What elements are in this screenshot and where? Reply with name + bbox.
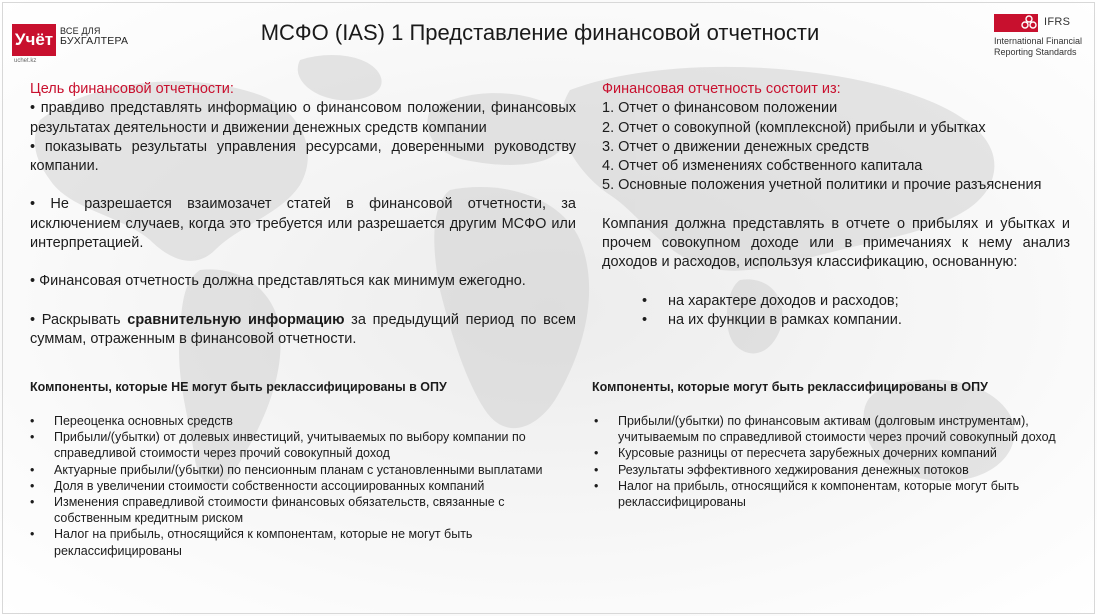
- logo-brand: Учёт: [12, 24, 56, 56]
- uchet-logo: [12, 24, 132, 64]
- right-column: [602, 80, 1070, 330]
- components-can-title: Компоненты, которые могут быть реклассифицированы в ОПУ: [592, 380, 988, 394]
- comparative-before: • Раскрывать: [30, 311, 128, 328]
- composition-item-3: 3. Отчет о движении денежных средств: [602, 138, 870, 155]
- ifrs-subtitle-line-2: Reporting Standards: [994, 47, 1077, 57]
- ifrs-subtitle: [994, 36, 1082, 58]
- page-title: МСФО (IAS) 1 Представление финансовой отчетности: [260, 20, 820, 45]
- classification-basis-1: • на характере доходов и расходов;: [642, 292, 1070, 311]
- components-not-item: • Прибыли/(убытки) от долевых инвестиций, учитываемых по выбору компании по справедливой стоимости через прочий совокупный доход: [30, 429, 570, 461]
- composition-item-4: 4. Отчет об изменениях собственного капитала: [602, 158, 923, 175]
- comparative-after: за предыдущий период по всем суммам, отраженным в финансовой отчетности.: [30, 311, 576, 347]
- composition-item-5: 5. Основные положения учетной политики и прочие разъяснения: [602, 177, 1042, 194]
- components-not-item: • Изменения справедливой стоимости финансовых обязательств, связанные с собственным кредитным риском: [30, 494, 570, 526]
- components-not-title: Компоненты, которые НЕ могут быть реклассифицированы в ОПУ: [30, 380, 447, 394]
- composition-heading: Финансовая отчетность состоит из:: [602, 81, 841, 97]
- classification-bases: [602, 292, 1070, 331]
- logo-tagline-1: ВСЕ ДЛЯ: [60, 26, 101, 36]
- ifrs-word: IFRS: [1044, 16, 1071, 28]
- goal-item-2: • показывать результаты управления ресурсами, доверенными руководству компании.: [30, 138, 576, 175]
- logo-tagline: [60, 26, 128, 46]
- components-can-item: • Налог на прибыль, относящийся к компонентам, которые могут быть реклассифицированы: [594, 478, 1064, 510]
- components-not-item: • Переоценка основных средств: [30, 413, 570, 429]
- logo-site: uchet.kz: [14, 58, 37, 64]
- components-not-item: • Доля в увеличении стоимости собственности ассоциированных компаний: [30, 478, 570, 494]
- components-not-item: • Актуарные прибыли/(убытки) по пенсионным планам с установленными выплатами: [30, 462, 570, 478]
- composition-item-1: 1. Отчет о финансовом положении: [602, 100, 838, 117]
- ifrs-emblem-icon: [1020, 14, 1038, 32]
- comparative-bold: сравнительную информацию: [127, 311, 345, 328]
- ifrs-subtitle-line-1: International Financial: [994, 36, 1083, 46]
- components-can-item: • Курсовые разницы от пересчета зарубежных дочерних компаний: [594, 445, 1064, 461]
- offset-rule: • Не разрешается взаимозачет статей в финансовой отчетности, за исключением случаев, когда это требуется или разрешается другим МСФО или интерпретацией.: [30, 196, 576, 252]
- components-not-item: • Налог на прибыль, относящийся к компонентам, которые не могут быть реклассифицированы: [30, 526, 570, 558]
- goal-item-1: • правдиво представлять информацию о финансовом положении, финансовых результатах деятельности и движении денежных средств компании: [30, 100, 576, 136]
- components-can-item: • Результаты эффективного хеджирования денежных потоков: [594, 462, 1064, 478]
- comparative-rule: [30, 311, 576, 350]
- annual-rule: • Финансовая отчетность должна представляться как минимум ежегодно.: [30, 273, 526, 290]
- composition-item-2: 2. Отчет о совокупной (комплексной) прибыли и убытках: [602, 119, 986, 136]
- goal-heading: Цель финансовой отчетности:: [30, 81, 234, 97]
- left-column: [30, 80, 576, 349]
- analysis-text: Компания должна представлять в отчете о прибылях и убытках и прочем совокупном доходе или в примечаниях к нему анализ доходов и расходов, используя классификацию, основанную:: [602, 215, 1070, 271]
- components-can-item: • Прибыли/(убытки) по финансовым активам (долговым инструментам), учитываемым по справедливой стоимости через прочий совокупный доход: [594, 413, 1064, 445]
- components-not-list: [30, 413, 570, 559]
- logo-tagline-2: БУХГАЛТЕРА: [60, 35, 129, 47]
- classification-basis-2: • на их функции в рамках компании.: [642, 311, 1070, 330]
- components-can-list: [594, 413, 1064, 510]
